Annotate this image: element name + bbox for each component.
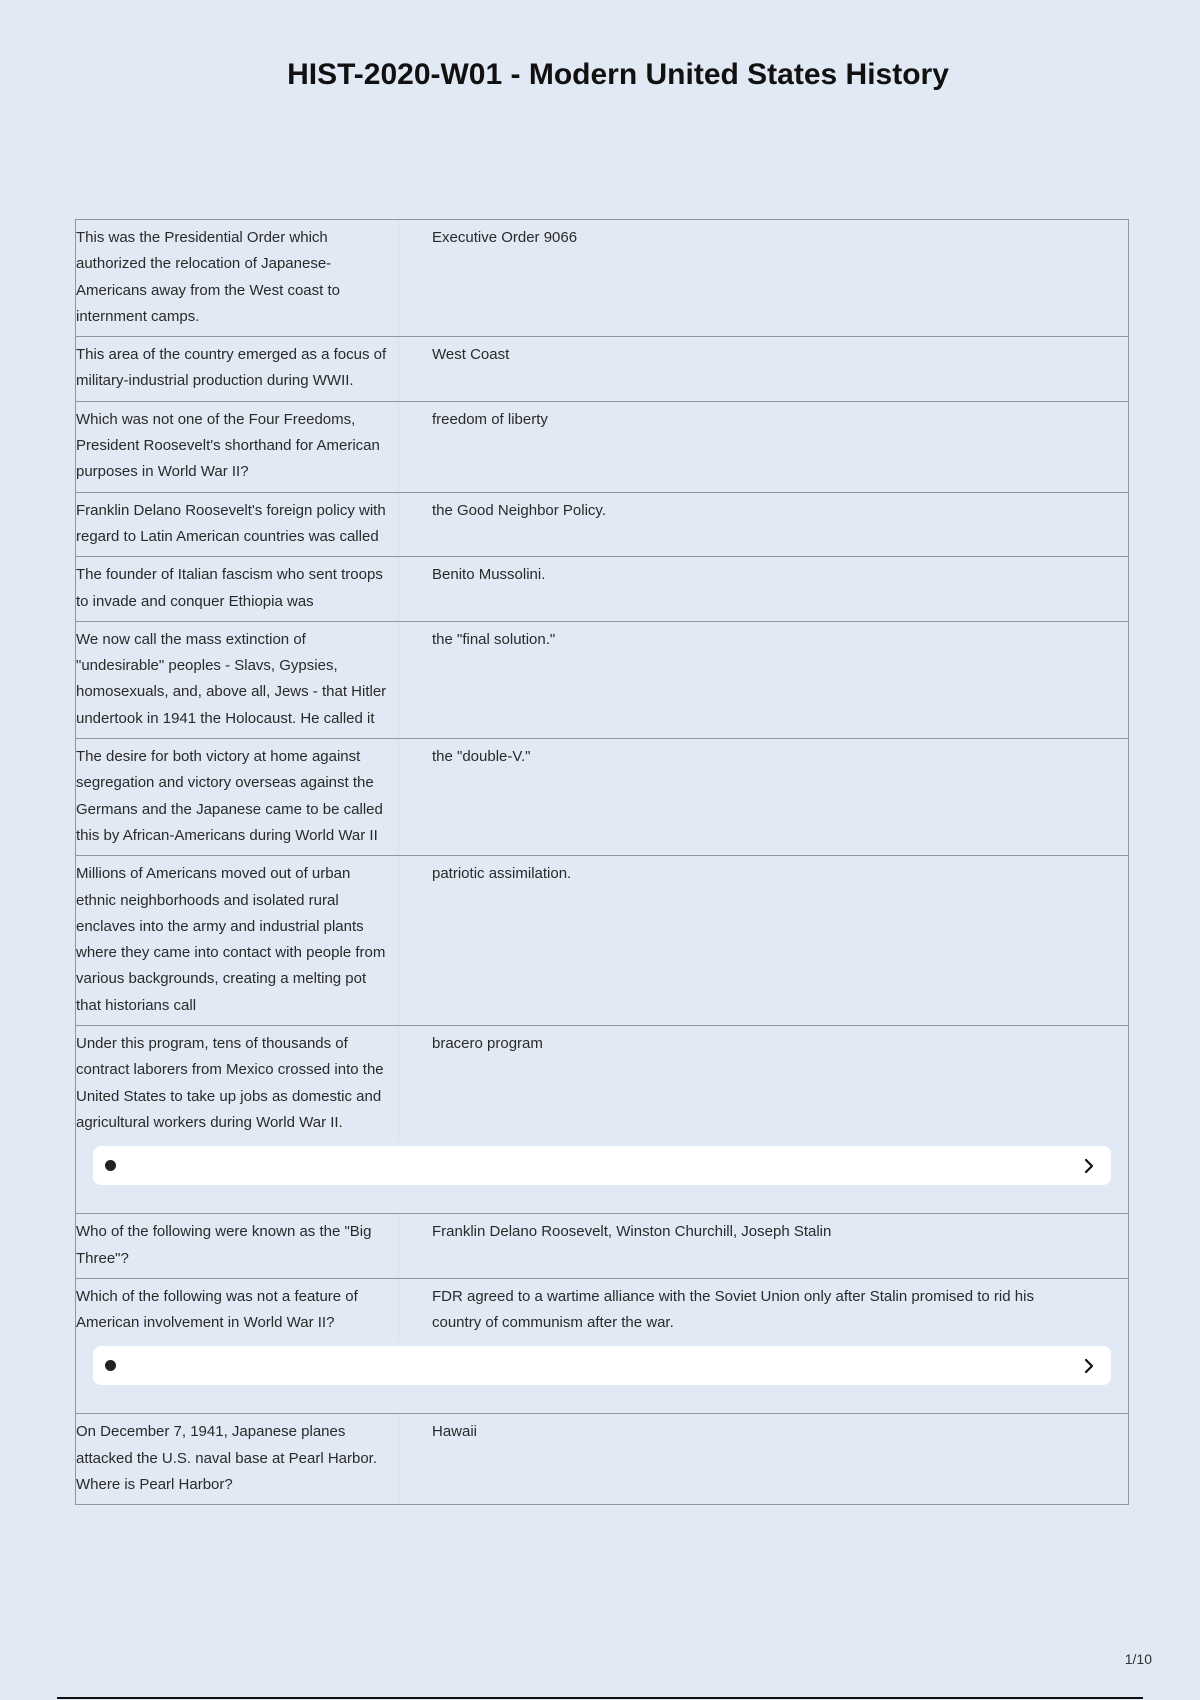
answer-cell: the Good Neighbor Policy. bbox=[432, 501, 606, 519]
answer-cell: FDR agreed to a wartime alliance with the Soviet Union only after Stalin promised to rid his country of communism after the war. bbox=[432, 1287, 1034, 1332]
question-cell: Under this program, tens of thousands of contract laborers from Mexico crossed into the United States to take up jobs as domestic and agricultural workers during World War II. bbox=[76, 1035, 384, 1131]
table-row bbox=[76, 492, 1128, 557]
question-cell: Which was not one of the Four Freedoms, President Roosevelt's shorthand for American purposes in World War II? bbox=[76, 410, 380, 481]
chevron-right-icon[interactable] bbox=[1081, 1158, 1097, 1174]
table-row bbox=[76, 1025, 1128, 1185]
table-row bbox=[76, 556, 1128, 621]
carousel-bar[interactable] bbox=[93, 1346, 1111, 1385]
question-cell: This was the Presidential Order which authorized the relocation of Japanese-Americans away from the West coast to internment camps. bbox=[76, 229, 340, 325]
table-row bbox=[76, 1213, 1128, 1278]
table-row bbox=[76, 621, 1128, 738]
answer-cell: patriotic assimilation. bbox=[432, 865, 572, 883]
answer-cell: freedom of liberty bbox=[432, 410, 548, 428]
question-cell: On December 7, 1941, Japanese planes attacked the U.S. naval base at Pearl Harbor. Where is Pearl Harbor? bbox=[76, 1423, 378, 1493]
table-row bbox=[76, 1278, 1128, 1386]
table-row bbox=[76, 336, 1128, 401]
carousel-dot-icon[interactable] bbox=[105, 1360, 116, 1371]
question-cell: Who of the following were known as the "Big Three"? bbox=[76, 1223, 372, 1267]
question-cell: Which of the following was not a feature of American involvement in World War II? bbox=[76, 1287, 358, 1332]
table-row bbox=[76, 401, 1128, 492]
question-cell: Millions of Americans moved out of urban ethnic neighborhoods and isolated rural enclaves into the army and industrial plants where they came into contact with people from various backgrounds, creating a melting pot that historians call bbox=[76, 865, 386, 1014]
table-row bbox=[76, 855, 1128, 1025]
question-cell: Franklin Delano Roosevelt's foreign policy with regard to Latin American countries was called bbox=[76, 501, 386, 545]
carousel-bar[interactable] bbox=[93, 1146, 1111, 1185]
page-title: HIST-2020-W01 - Modern United States History bbox=[287, 58, 949, 91]
question-cell: The desire for both victory at home against segregation and victory overseas against the Germans and the Japanese came to be called this by African-Americans during World War II bbox=[76, 748, 383, 844]
answer-cell: West Coast bbox=[432, 346, 510, 364]
answer-cell: the "double-V." bbox=[432, 748, 531, 766]
carousel-dot-icon[interactable] bbox=[105, 1160, 116, 1171]
question-cell: This area of the country emerged as a focus of military-industrial production during WWII. bbox=[76, 346, 387, 390]
question-cell: We now call the mass extinction of "undesirable" peoples - Slavs, Gypsies, homosexuals, and, above all, Jews - that Hitler undertook in 1941 the Holocaust. He called it bbox=[76, 630, 387, 727]
footer-divider bbox=[57, 1697, 1143, 1699]
answer-cell: Hawaii bbox=[432, 1423, 478, 1441]
answer-cell: Franklin Delano Roosevelt, Winston Churchill, Joseph Stalin bbox=[432, 1223, 832, 1241]
flashcard-table bbox=[75, 219, 1129, 1505]
table-row bbox=[76, 220, 1128, 336]
chevron-right-icon[interactable] bbox=[1081, 1358, 1097, 1374]
question-cell: The founder of Italian fascism who sent troops to invade and conquer Ethiopia was bbox=[76, 566, 383, 610]
page-number: 1/10 bbox=[1124, 1651, 1152, 1667]
answer-cell: Benito Mussolini. bbox=[432, 566, 546, 584]
table-row bbox=[76, 1413, 1128, 1504]
answer-cell: the "final solution." bbox=[432, 630, 556, 648]
answer-cell: Executive Order 9066 bbox=[432, 229, 578, 246]
table-row bbox=[76, 738, 1128, 855]
answer-cell: bracero program bbox=[432, 1035, 543, 1053]
